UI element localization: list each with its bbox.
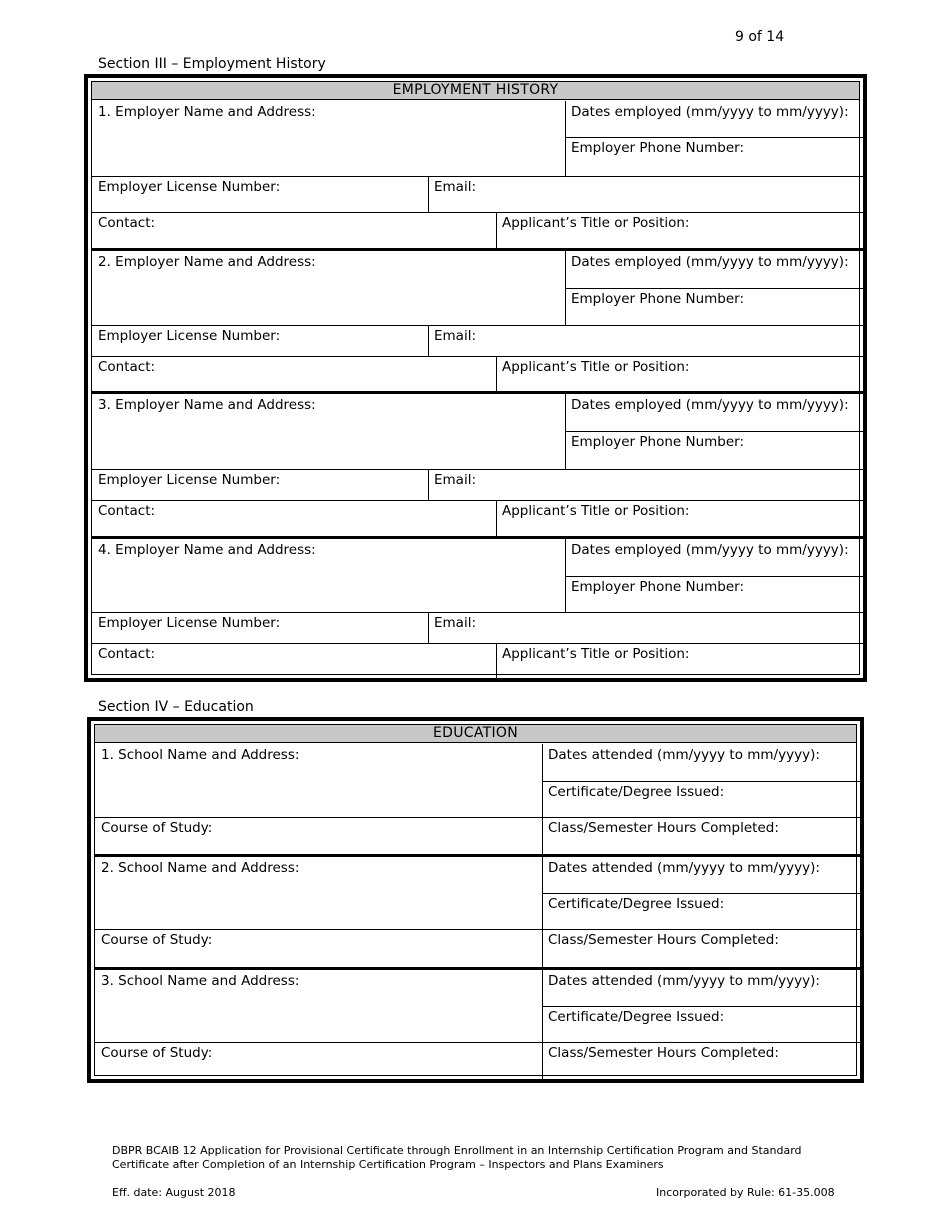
grid-line	[542, 781, 864, 782]
employer-name-address-field[interactable]: 4. Employer Name and Address:	[98, 542, 316, 558]
grid-line	[542, 970, 543, 1081]
grid-line	[542, 1006, 864, 1007]
dates-attended-field[interactable]: Dates attended (mm/yyyy to mm/yyyy):	[548, 973, 820, 989]
grid-line	[565, 539, 566, 612]
education-section-title: Section IV – Education	[98, 699, 254, 715]
employer-email-field[interactable]: Email:	[434, 179, 477, 195]
footer-form-title	[112, 1144, 802, 1172]
grid-line	[565, 288, 867, 289]
dates-employed-field[interactable]: Dates employed (mm/yyyy to mm/yyyy):	[571, 254, 849, 270]
grid-line	[428, 325, 429, 356]
grid-line	[95, 817, 864, 818]
certificate-degree-field[interactable]: Certificate/Degree Issued:	[548, 896, 725, 912]
employer-phone-field[interactable]: Employer Phone Number:	[571, 579, 745, 595]
applicant-title-field[interactable]: Applicant’s Title or Position:	[502, 503, 690, 519]
employer-phone-field[interactable]: Employer Phone Number:	[571, 140, 745, 156]
employer-name-address-field[interactable]: 2. Employer Name and Address:	[98, 254, 316, 270]
applicant-title-field[interactable]: Applicant’s Title or Position:	[502, 646, 690, 662]
grid-line	[565, 576, 867, 577]
course-of-study-field[interactable]: Course of Study:	[101, 820, 213, 836]
school-name-address-field[interactable]: 3. School Name and Address:	[101, 973, 300, 989]
dates-attended-field[interactable]: Dates attended (mm/yyyy to mm/yyyy):	[548, 860, 820, 876]
grid-line	[428, 176, 429, 212]
grid-line	[565, 251, 566, 325]
applicant-title-field[interactable]: Applicant’s Title or Position:	[502, 215, 690, 231]
grid-line	[92, 469, 867, 470]
grid-line	[565, 101, 566, 176]
grid-line	[92, 176, 867, 177]
hours-completed-field[interactable]: Class/Semester Hours Completed:	[548, 820, 779, 836]
grid-line	[92, 356, 867, 357]
page-number: 9 of 14	[735, 29, 785, 45]
employer-email-field[interactable]: Email:	[434, 615, 477, 631]
dates-employed-field[interactable]: Dates employed (mm/yyyy to mm/yyyy):	[571, 542, 849, 558]
employment-section-title: Section III – Employment History	[98, 56, 326, 72]
employer-contact-field[interactable]: Contact:	[98, 359, 156, 375]
grid-line	[565, 394, 566, 469]
employer-email-field[interactable]: Email:	[434, 472, 477, 488]
grid-line	[92, 500, 867, 501]
employer-license-field[interactable]: Employer License Number:	[98, 615, 281, 631]
grid-line	[428, 612, 429, 643]
employer-contact-field[interactable]: Contact:	[98, 503, 156, 519]
employer-license-field[interactable]: Employer License Number:	[98, 328, 281, 344]
employer-phone-field[interactable]: Employer Phone Number:	[571, 434, 745, 450]
dates-attended-field[interactable]: Dates attended (mm/yyyy to mm/yyyy):	[548, 747, 820, 763]
grid-line	[565, 137, 867, 138]
school-name-address-field[interactable]: 1. School Name and Address:	[101, 747, 300, 763]
footer-eff-date: Eff. date: August 2018	[112, 1186, 236, 1199]
employment-history-table	[84, 74, 867, 682]
employer-name-address-field[interactable]: 3. Employer Name and Address:	[98, 397, 316, 413]
hours-completed-field[interactable]: Class/Semester Hours Completed:	[548, 1045, 779, 1061]
grid-line	[496, 500, 497, 537]
grid-line	[565, 431, 867, 432]
grid-line	[542, 744, 543, 855]
grid-line	[542, 857, 543, 968]
footer-form-line-2: Certificate after Completion of an Internship Certification Program – Inspectors and Plans Examiners	[112, 1158, 664, 1171]
grid-line	[92, 325, 867, 326]
employer-license-field[interactable]: Employer License Number:	[98, 472, 281, 488]
employer-license-field[interactable]: Employer License Number:	[98, 179, 281, 195]
employer-phone-field[interactable]: Employer Phone Number:	[571, 291, 745, 307]
grid-line	[92, 643, 867, 644]
dates-employed-field[interactable]: Dates employed (mm/yyyy to mm/yyyy):	[571, 397, 849, 413]
grid-line	[95, 1042, 864, 1043]
education-table-header: EDUCATION	[95, 725, 856, 743]
certificate-degree-field[interactable]: Certificate/Degree Issued:	[548, 1009, 725, 1025]
employer-name-address-field[interactable]: 1. Employer Name and Address:	[98, 104, 316, 120]
grid-line	[496, 212, 497, 249]
grid-line	[95, 929, 864, 930]
grid-line	[496, 356, 497, 392]
footer-form-line-1: DBPR BCAIB 12 Application for Provisional Certificate through Enrollment in an Internship Certification Program and Standard	[112, 1144, 802, 1157]
employment-table-header: EMPLOYMENT HISTORY	[92, 82, 859, 100]
course-of-study-field[interactable]: Course of Study:	[101, 932, 213, 948]
grid-line	[496, 643, 497, 682]
employer-contact-field[interactable]: Contact:	[98, 646, 156, 662]
footer-rule: Incorporated by Rule: 61-35.008	[656, 1186, 835, 1199]
grid-line	[92, 212, 867, 213]
employer-contact-field[interactable]: Contact:	[98, 215, 156, 231]
employer-email-field[interactable]: Email:	[434, 328, 477, 344]
dates-employed-field[interactable]: Dates employed (mm/yyyy to mm/yyyy):	[571, 104, 849, 120]
school-name-address-field[interactable]: 2. School Name and Address:	[101, 860, 300, 876]
certificate-degree-field[interactable]: Certificate/Degree Issued:	[548, 784, 725, 800]
course-of-study-field[interactable]: Course of Study:	[101, 1045, 213, 1061]
education-table	[87, 717, 864, 1083]
grid-line	[92, 612, 867, 613]
applicant-title-field[interactable]: Applicant’s Title or Position:	[502, 359, 690, 375]
hours-completed-field[interactable]: Class/Semester Hours Completed:	[548, 932, 779, 948]
grid-line	[428, 469, 429, 500]
grid-line	[542, 893, 864, 894]
